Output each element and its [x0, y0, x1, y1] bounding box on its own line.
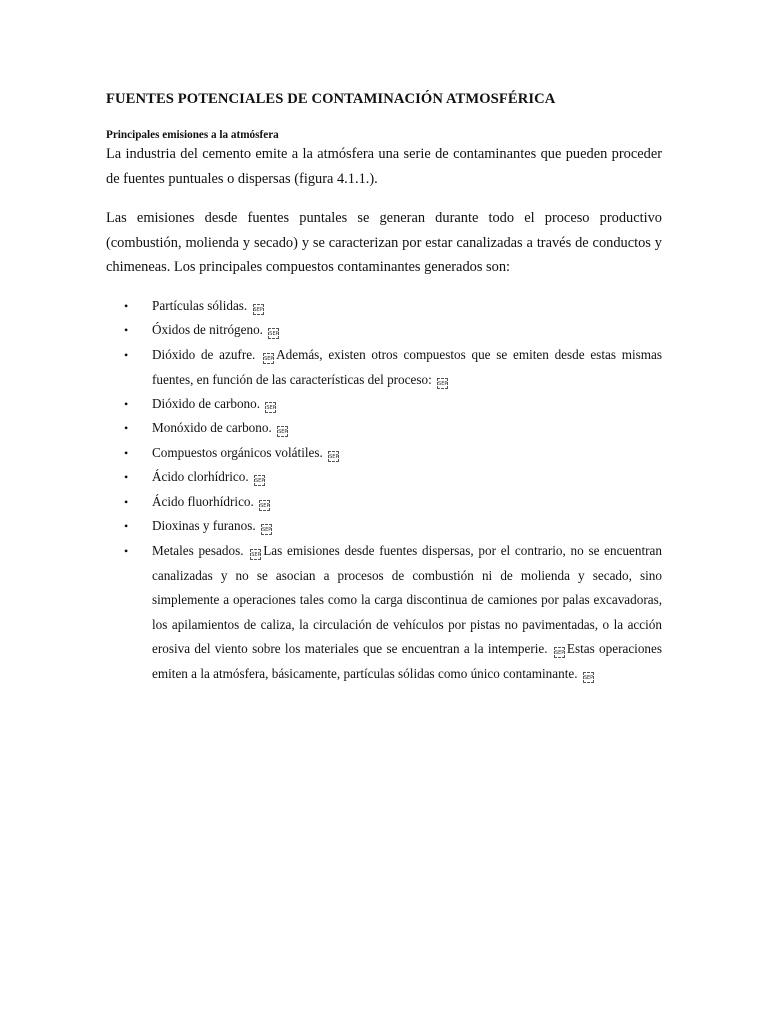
separator-icon: SEP: [253, 304, 264, 315]
list-item-continuation-2: Estas operaciones emiten a la atmósfera, básicamente, partículas sólidas como único contaminante.: [152, 641, 663, 681]
list-item-text: Dióxido de azufre.: [152, 347, 256, 362]
separator-icon: SEP: [263, 353, 274, 364]
list-item-text: Dioxinas y furanos.: [152, 518, 256, 533]
list-item-text: Monóxido de carbono.: [152, 420, 272, 435]
bullet-icon: •: [124, 323, 129, 337]
bullet-icon: •: [124, 348, 129, 362]
list-item-text: Partículas sólidas.: [152, 298, 248, 313]
list-item-text: Ácido clorhídrico.: [152, 469, 249, 484]
separator-icon: SEP: [265, 402, 276, 413]
separator-icon: SEP: [437, 378, 448, 389]
intro-paragraph: La industria del cemento emite a la atmósfera una serie de contaminantes que pueden proceder de fuentes puntuales o dispersas (figura 4.1.1.).: [106, 146, 662, 187]
bullet-icon: •: [124, 495, 129, 509]
list-item-text: Metales pesados.: [152, 543, 244, 558]
separator-icon: SEP: [277, 426, 288, 437]
list-item-text: Dióxido de carbono.: [152, 396, 261, 411]
bullet-icon: •: [124, 519, 129, 533]
bullet-icon: •: [124, 544, 129, 558]
bullet-icon: •: [124, 446, 129, 460]
separator-icon: SEP: [261, 524, 272, 535]
list-item-continuation: Las emisiones desde fuentes dispersas, por el contrario, no se encuentran canalizadas y no se asocian a procesos de combustión ni de molienda y secado, sino simplemente a operaciones tales como la carga discontinua de camiones por palas excavadoras, los apilamientos de caliza, la circulación de vehículos por pistas no pavimentadas, o la acción erosiva del viento sobre los materiales que se encuentran a la intemperie.: [152, 543, 663, 656]
bullet-icon: •: [124, 470, 129, 484]
separator-icon: SEP: [254, 475, 265, 486]
separator-icon: SEP: [328, 451, 339, 462]
separator-icon: SEP: [554, 647, 565, 658]
list-item-text: Compuestos orgánicos volátiles.: [152, 445, 323, 460]
separator-icon: SEP: [250, 549, 261, 560]
point-sources-paragraph: Las emisiones desde fuentes puntales se generan durante todo el proceso productivo (combustión, molienda y secado) y se caracterizan por estar canalizadas a través de conductos y chimeneas. Los principales compuestos contaminantes generados son:: [106, 210, 662, 275]
separator-icon: SEP: [583, 672, 594, 683]
list-item-text: Óxidos de nitrógeno.: [152, 322, 263, 337]
list-item-continuation: Además, existen otros compuestos que se emiten desde estas mismas fuentes, en función de las características del proceso:: [152, 347, 662, 387]
separator-icon: SEP: [268, 328, 279, 339]
bullet-icon: •: [124, 421, 129, 435]
bullet-icon: •: [124, 397, 129, 411]
list-item-text: Ácido fluorhídrico.: [152, 494, 254, 509]
bullet-icon: •: [124, 299, 129, 313]
section-subtitle: Principales emisiones a la atmósfera: [106, 129, 279, 141]
separator-icon: SEP: [259, 500, 270, 511]
document-title: FUENTES POTENCIALES DE CONTAMINACIÓN ATMOSFÉRICA: [106, 91, 556, 107]
